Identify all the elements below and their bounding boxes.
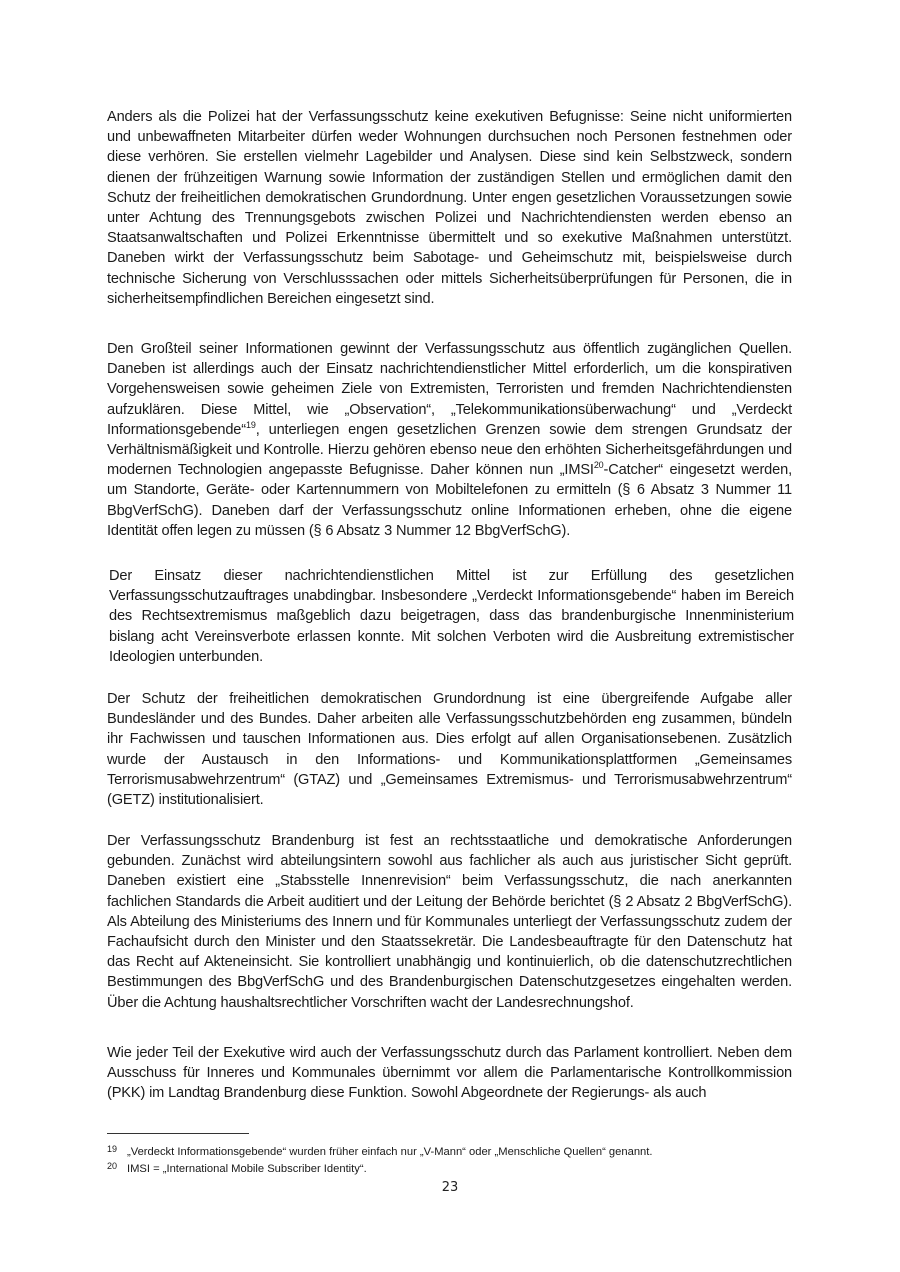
- paragraph-4: Der Schutz der freiheitlichen demokratischen Grundordnung ist eine übergreifende Aufgabe aller Bundesländer und des Bundes. Daher arbeiten alle Verfassungsschutzbehörden eng zusammen, bündeln ihr Fachwissen und tauschen Informationen aus. Dies erfolgt auf allen Organisationsebenen. Zusätzlich wurde der Austausch in den Informations- und Kommunikationsplattformen „Gemeinsames Terrorismusabwehrzentrum“ (GTAZ) und „Gemeinsames Extremismus- und Terrorismusabwehrzentrum“ (GETZ) institutionalisiert.: [107, 691, 792, 809]
- paragraph-2-text-a: Den Großteil seiner Informationen gewinnt der Verfassungsschutz aus öffentlich zugänglichen Quellen. Daneben ist allerdings auch der Einsatz nachrichtendienstlicher Mittel erforderlich, um die konspirativen Vorgehensweisen sowie geheimen Ziele von Extremisten, Terroristen und fremden Nachrichtendiensten aufzuklären. Diese Mittel, wie „Observation“, „Telekommunikationsüberwachung“ und „Verdeckt Informationsgebende“: [107, 341, 792, 438]
- paragraph-2: [107, 339, 792, 541]
- page-number: 23: [441, 1180, 459, 1195]
- footnote-ref-19[interactable]: 19: [245, 419, 256, 430]
- footnote-number: 20: [107, 1161, 118, 1171]
- footnote-text: „Verdeckt Informationsgebende“ wurden früher einfach nur „V-Mann“ oder „Menschliche Quellen“ genannt.: [127, 1146, 653, 1158]
- footnote-20: [107, 1159, 807, 1176]
- footnote-19: [107, 1142, 807, 1159]
- paragraph-2-text-c: -Catcher“ eingesetzt werden, um Standorte, Geräte- oder Kartennummern von Mobiltelefonen zu ermitteln (§ 6 Absatz 3 Nummer 11 BbgVerfSchG). Daneben darf der Verfassungsschutz online Informationen erheben, ohne die eigene Identität offen legen zu müssen (§ 6 Absatz 3 Nummer 12 BbgVerfSchG).: [107, 462, 792, 539]
- footnote-ref-20[interactable]: 20: [593, 460, 604, 471]
- paragraph-1: Anders als die Polizei hat der Verfassungsschutz keine exekutiven Befugnisse: Seine nicht uniformierten und unbewaffneten Mitarbeiter dürfen weder Wohnungen durchsuchen noch Personen festnehmen oder diese verhören. Sie erstellen vielmehr Lagebilder und Analysen. Diese sind kein Selbstzweck, sondern dienen der frühzeitigen Warnung sowie Information der zuständigen Stellen und ermöglichen damit den Schutz der freiheitlichen demokratischen Grundordnung. Unter engen gesetzlichen Voraussetzungen sowie unter Achtung des Trennungsgebots zwischen Polizei und Nachrichtendiensten werden ebenso an Staatsanwaltschaften und Polizei Erkenntnisse übermittelt und so exekutive Maßnahmen unterstützt. Daneben wirkt der Verfassungsschutz beim Sabotage- und Geheimschutz mit, beispielsweise durch technische Sicherung von Verschlusssachen oder mittels Sicherheitsüberprüfungen für Personen, die in sicherheitsempfindlichen Bereichen eingesetzt sind.: [107, 109, 792, 307]
- paragraph-6: Wie jeder Teil der Exekutive wird auch der Verfassungsschutz durch das Parlament kontrolliert. Neben dem Ausschuss für Inneres und Kommunales übernimmt vor allem die Parlamentarische Kontrollkommission (PKK) im Landtag Brandenburg diese Funktion. Sowohl Abgeordnete der Regierungs- als auch: [107, 1045, 792, 1102]
- footnote-number: 19: [107, 1144, 118, 1154]
- footnote-text: IMSI = „International Mobile Subscriber Identity“.: [127, 1163, 367, 1175]
- paragraph-5: Der Verfassungsschutz Brandenburg ist fest an rechtsstaatliche und demokratische Anforderungen gebunden. Zunächst wird abteilungsintern sowohl aus fachlicher als auch aus juristischer Sicht geprüft. Daneben existiert eine „Stabsstelle Innenrevision“ beim Verfassungsschutz, die nach anerkannten fachlichen Standards die Arbeit auditiert und der Leitung der Behörde berichtet (§ 2 Absatz 2 BbgVerfSchG). Als Abteilung des Ministeriums des Innern und für Kommunales unterliegt der Verfassungsschutz zudem der Fachaufsicht durch den Minister und den Staatssekretär. Die Landesbeauftragte für den Datenschutz hat das Recht auf Akteneinsicht. Sie kontrolliert unabhängig und kontinuierlich, ob die datenschutzrechtlichen Bestimmungen des BbgVerfSchG und des Brandenburgischen Datenschutzgesetzes eingehalten werden. Über die Achtung haushaltsrechtlicher Vorschriften wacht der Landesrechnungshof.: [107, 833, 792, 1011]
- footnote-separator: [107, 1133, 249, 1134]
- paragraph-3: Der Einsatz dieser nachrichtendienstlichen Mittel ist zur Erfüllung des gesetzlichen Verfassungsschutzauftrages unabdingbar. Insbesondere „Verdeckt Informationsgebende“ haben im Bereich des Rechtsextremismus maßgeblich dazu beigetragen, dass das brandenburgische Innenministerium bislang acht Vereinsverbote erlassen konnte. Mit solchen Verboten wird die Ausbreitung extremistischer Ideologien unterbunden.: [109, 568, 794, 665]
- paragraph-2-text-b: , unterliegen engen gesetzlichen Grenzen sowie dem strengen Grundsatz der Verhältnismäßigkeit und Kontrolle. Hierzu gehören ebenso neue den erhöhten Sicherheitsgefährdungen und modernen Technologien angepasste Befugnisse. Daher können nun „IMSI: [107, 421, 792, 479]
